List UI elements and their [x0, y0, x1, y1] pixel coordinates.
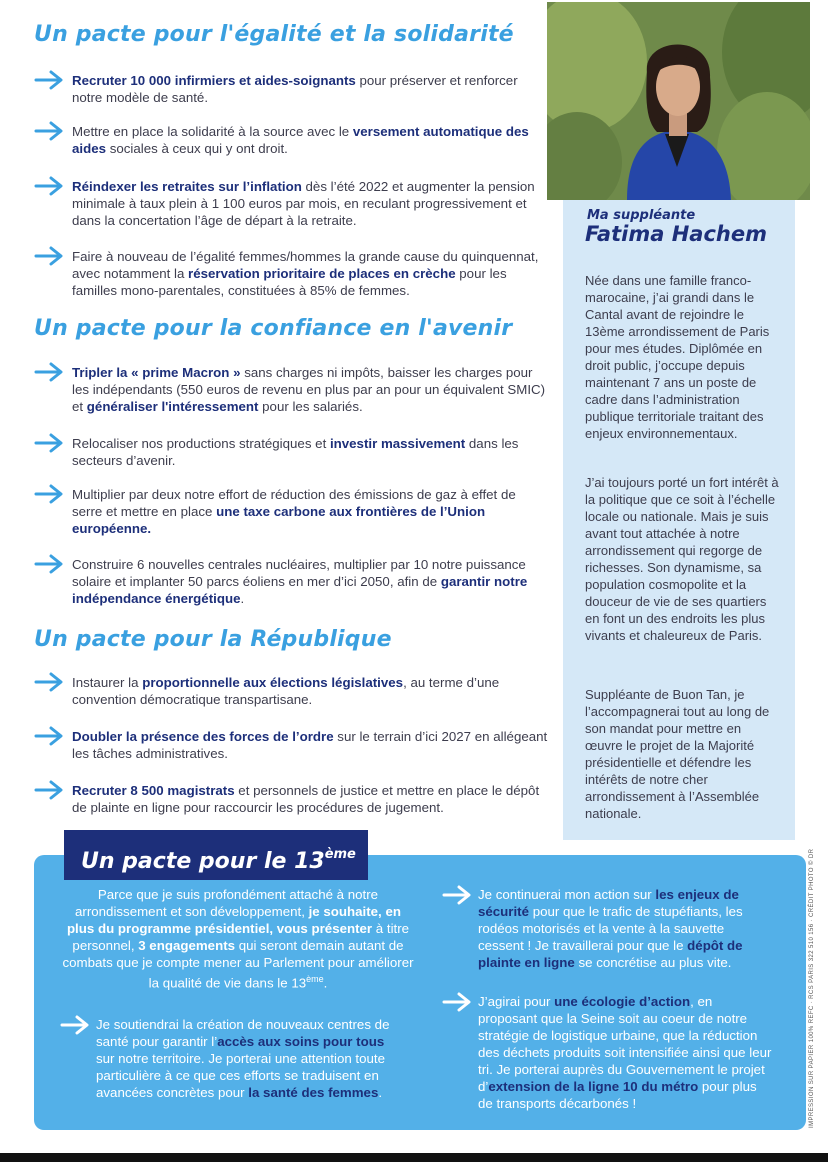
bottom-edge [0, 1153, 828, 1162]
pacte-13-title: Un pacte pour le 13ème [64, 830, 368, 880]
arrow-right-icon [34, 121, 64, 141]
arrow-right-icon [34, 176, 64, 196]
list-item: Recruter 8 500 magistrats et personnels de justice et mettre en place le dépôt de plainte en ligne pour raccourcir les procédures de jugement. [34, 782, 549, 816]
engagement-securite: Je continuerai mon action sur les enjeux de sécurité pour que le trafic de stupéfiants, les rodéos motorisés et la vente à la sauvette cessent ! Je travaillerai pour que le dépôt de plainte en ligne se concrétise au plus vite. [442, 886, 772, 971]
portrait-photo [547, 2, 810, 200]
arrow-right-icon [34, 780, 64, 800]
list-item: Relocaliser nos productions stratégiques et investir massivement dans les secteurs d’avenir. [34, 435, 549, 469]
arrow-right-icon [34, 433, 64, 453]
arrow-right-icon [442, 992, 472, 1012]
list-item: Construire 6 nouvelles centrales nucléaires, multiplier par 10 notre puissance solaire et implanter 50 parcs éoliens en mer d’ici 2050, afin de garantir notre indépendance énergétique. [34, 556, 549, 607]
engagement-ecologie: J’agirai pour une écologie d’action, en proposant que la Seine soit au coeur de notre stratégie de logistique urbaine, que la réduction des déchets produits soit intensifiée ainsi que leur tri. Je porterai auprès du Gouvernement le projet d’extension de la ligne 10 du métro pour plus de transports décarbonés ! [442, 993, 772, 1112]
arrow-right-icon [34, 672, 64, 692]
suppleante-sidebar [563, 200, 795, 840]
list-item: Réindexer les retraites sur l’inflation dès l’été 2022 et augmenter la pension minimale à taux plein à 1 100 euros par mois, en reculant progressivement et dans la concertation l’âge de départ à la retraite. [34, 178, 549, 229]
list-item: Mettre en place la solidarité à la source avec le versement automatique des aides sociales à ceux qui y ont droit. [34, 123, 549, 157]
arrow-right-icon [442, 885, 472, 905]
engagement-sante: Je soutiendrai la création de nouveaux centres de santé pour garantir l’accès aux soins pour tous sur notre territoire. Je porterai une attention toute particulière à ce que ces efforts se traduisent en avancées concrètes pour la santé des femmes. [60, 1016, 400, 1101]
arrow-right-icon [34, 484, 64, 504]
arrow-right-icon [34, 246, 64, 266]
pacte-13-intro: Parce que je suis profondément attaché à notre arrondissement et son développement, je souhaite, en plus du programme présidentiel, vous présenter à titre personnel, 3 engagements qui seront demain autant de combats que je compte mener au Parlement pour améliorer la qualité de vie dans le 13ème. [62, 887, 414, 991]
arrow-right-icon [34, 554, 64, 574]
list-item: Faire à nouveau de l’égalité femmes/hommes la grande cause du quinquennat, avec notamment la réservation prioritaire de places en crèche pour les familles mono-parentales, constituées à 85% de femmes. [34, 248, 549, 299]
imprint-text: IMPRESSION SUR PAPIER 100% REFC · RCS PARIS 322 510 156 · CRÉDIT PHOTO © DR [809, 848, 815, 1128]
list-item: Doubler la présence des forces de l’ordre sur le terrain d’ici 2027 en allégeant les tâches administratives. [34, 728, 549, 762]
arrow-right-icon [34, 362, 64, 382]
suppleante-name: Fatima Hachem [585, 222, 767, 246]
list-item: Multiplier par deux notre effort de réduction des émissions de gaz à effet de serre et mettre en place une taxe carbone aux frontières de l’Union européenne. [34, 486, 549, 537]
section-title-egalite: Un pacte pour l'égalité et la solidarité [34, 22, 514, 47]
section-title-confiance: Un pacte pour la confiance en l'avenir [34, 316, 513, 341]
bio-paragraph: Suppléante de Buon Tan, je l’accompagnerai tout au long de son mandat pour mettre en œuvre le projet de la Majorité présidentielle et défendre les intérêts de notre cher arrondissement à l’Assemblée nationale. [585, 687, 770, 821]
bio-paragraph: Née dans une famille franco-marocaine, j’ai grandi dans le Cantal avant de rejoindre le 13ème arrondissement de Paris pour mes études. Diplômée en droit public, j’occupe depuis maintenant 7 ans un poste de cadre dans l’administration publique territoriale traitant des enjeux environnementaux. [585, 273, 770, 441]
section-title-republique: Un pacte pour la République [34, 627, 392, 652]
arrow-right-icon [34, 70, 64, 90]
list-item: Tripler la « prime Macron » sans charges ni impôts, baisser les charges pour les indépendants (550 euros de revenu en plus par an pour un équivalent SMIC) et généraliser l'intéressement pour les salariés. [34, 364, 549, 415]
list-item: Instaurer la proportionnelle aux élections législatives, au terme d’une convention démocratique transpartisane. [34, 674, 549, 708]
arrow-right-icon [60, 1015, 90, 1035]
arrow-right-icon [34, 726, 64, 746]
sidebar-label: Ma suppléante [587, 208, 696, 223]
list-item: Recruter 10 000 infirmiers et aides-soignants pour préserver et renforcer notre modèle de santé. [34, 72, 549, 106]
bio-paragraph: J’ai toujours porté un fort intérêt à la politique que ce soit à l’échelle locale ou nationale. Mais je suis avant tout attachée à notre arrondissement qui regorge de richesses. Son dynamisme, sa population cosmopolite et la douceur de vie de ses quartiers en font un des endroits les plus vivants et chaleureux de Paris. [585, 475, 779, 643]
